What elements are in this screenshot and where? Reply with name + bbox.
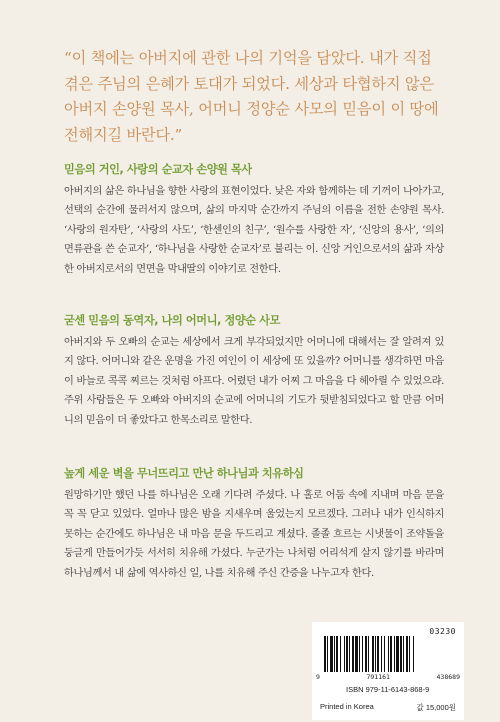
section-title: 높게 세운 벽을 무너뜨리고 만난 하나님과 치유하심: [64, 467, 304, 480]
price-label: 값 15,000원: [416, 703, 456, 712]
section-body: 아버지와 두 오빠의 순교는 세상에서 크게 부각되었지만 어머니에 대해서는 잘 알려져 있지 않다. 어머니와 같은 운명을 가진 여인이 이 세상에 또 있을까? 어머니를 생각하면 마음이 바늘로 콕콕 찌르는 것처럼 아프다. 어렸던 내가 어찌 그 마음을 다 헤아릴 수 있었으랴. 주위 사람들은 두 오빠와 아버지의 순교에 어머니의 기도가 뒷받침되었다고 할 만큼 어머니의 믿음이 더 좋았다고 한목소리로 말한다.: [64, 337, 444, 426]
barcode-digits: [316, 673, 460, 681]
back-cover-quote: “이 책에는 아버지에 관한 나의 기억을 담았다. 내가 직접 겪은 주님의 은혜가 토대가 되었다. 세상과 타협하지 않은 아버지 손양원 목사, 어머니 정양순 사모의 믿음이 이 땅에 전해지길 바란다.”: [64, 49, 439, 144]
section-title: 믿음의 거인, 사랑의 순교자 손양원 목사: [64, 163, 252, 176]
section-body: 아버지의 삶은 하나님을 향한 사랑의 표현이었다. 낮은 자와 함께하는 데 기꺼이 나아가고, 선택의 순간에 물러서지 않으며, 삶의 마지막 순간까지 주님의 이름을 전한 손양원 목사. ‘사랑의 원자탄’, ‘사랑의 사도’, ‘한센인의 친구’, ‘원수를 사랑한 자’, ‘신앙의 용사’, ‘의의 면류관을 쓴 순교자’, ‘하나님을 사랑한 순교자’로 불리는 이. 신앙 거인으로서의 삶과 자상한 아버지로서의 면면을 막내딸의 이야기로 전한다.: [64, 186, 444, 275]
section-body: 원망하기만 했던 나를 하나님은 오래 기다려 주셨다. 나 홀로 어둠 속에 지내며 마음 문을 꼭 꼭 닫고 있었다. 얼마나 많은 밤을 지새우며 울었는지 모르겠다. 그러나 내가 인식하지 못하는 순간에도 하나님은 내 마음 문을 두드리고 계셨다. 졸졸 흐르는 시냇물이 조약돌을 둥글게 만들어가듯 서서히 치유해 가셨다. 누군가는 나처럼 어리석게 살지 않기를 바라며 하나님께서 내 삶에 역사하신 일, 나를 치유해 주신 간증을 나누고자 한다.: [64, 490, 444, 579]
section-healing: [64, 465, 444, 583]
barcode-digit-left: 791161: [366, 673, 390, 681]
barcode-digit-prefix: 9: [316, 673, 320, 681]
isbn-number: ISBN 979-11-6143-868-9: [346, 685, 430, 694]
barcode-addon-number: 03230: [429, 627, 456, 636]
barcode-panel: [312, 622, 464, 720]
section-mother: [64, 312, 444, 430]
printed-in-label: Printed in Korea: [320, 702, 374, 711]
section-title: 굳센 믿음의 동역자, 나의 어머니, 정양순 사모: [64, 314, 280, 327]
barcode-digit-right: 438689: [436, 673, 460, 681]
section-father: [64, 161, 444, 279]
barcode-image: [322, 636, 456, 672]
